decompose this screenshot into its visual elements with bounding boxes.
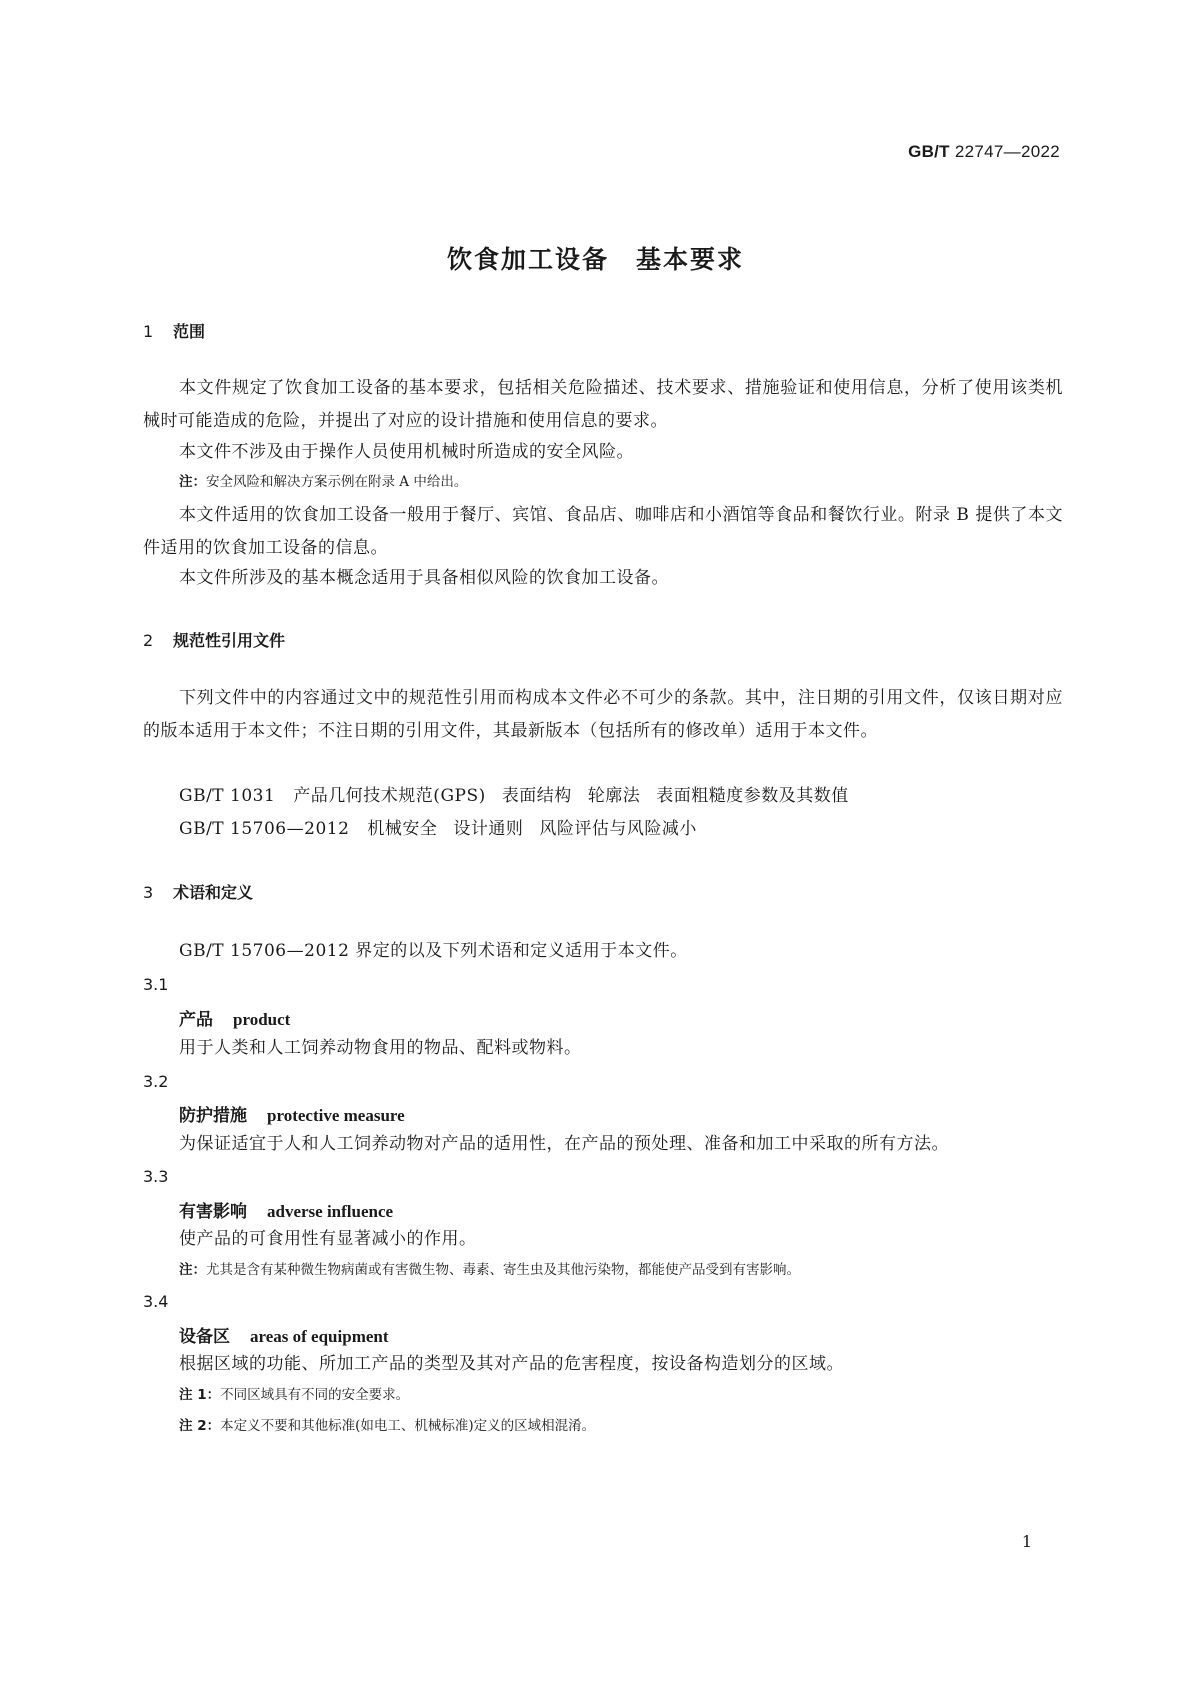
reference-title-part: 轮廓法: [587, 786, 641, 806]
reference-item: [179, 815, 713, 843]
term-name-zh: 有害影响: [179, 1202, 247, 1222]
term-name-zh: 防护措施: [179, 1106, 247, 1126]
term-number: 3.4: [143, 1292, 169, 1311]
standard-prefix: GB/T: [908, 142, 950, 161]
note-label: 注 1：: [179, 1387, 221, 1403]
section-title: 范围: [173, 322, 206, 341]
term-name-en: adverse influence: [267, 1202, 394, 1221]
references-paragraph: 下列文件中的内容通过文中的规范性引用而构成本文件必不可少的条款。其中，注日期的引用文件，仅该日期对应的版本适用于本文件；不注日期的引用文件，其最新版本（包括所有的修改单）适用于本文件。: [143, 688, 1063, 741]
term-name-en: areas of equipment: [250, 1327, 389, 1346]
section-number: 1: [143, 322, 154, 341]
reference-title-part: 产品几何技术规范(GPS): [293, 786, 486, 806]
scope-paragraph-3: 本文件适用的饮食加工设备一般用于餐厅、宾馆、食品店、咖啡店和小酒馆等食品和餐饮行业。附录 B 提供了本文件适用的饮食加工设备的信息。: [143, 505, 1063, 558]
scope-paragraph-4: 本文件所涉及的基本概念适用于具备相似风险的饮食加工设备。: [179, 568, 669, 588]
term-note-1: [179, 1383, 409, 1407]
term-number: 3.3: [143, 1167, 169, 1186]
term-name: [179, 1322, 389, 1347]
reference-code: GB/T 15706—2012: [179, 819, 350, 839]
note-label: 注 2：: [179, 1418, 221, 1434]
document-title: 饮食加工设备 基本要求: [446, 245, 744, 274]
section-title: 术语和定义: [173, 883, 254, 902]
reference-title-part: 机械安全: [367, 819, 438, 839]
section-title: 规范性引用文件: [173, 631, 286, 650]
term-name-en: protective measure: [267, 1106, 405, 1125]
term-name: [179, 1101, 405, 1126]
note-label: 注：: [179, 1262, 206, 1278]
note-text: 安全风险和解决方案示例在附录 A 中给出。: [206, 474, 468, 490]
reference-code: GB/T 1031: [179, 786, 276, 806]
term-definition: 为保证适宜于人和人工饲养动物对产品的适用性，在产品的预处理、准备和加工中采取的所有方法。: [179, 1134, 949, 1154]
page-number: 1: [1021, 1532, 1032, 1551]
term-definition: 用于人类和人工饲养动物食用的物品、配料或物料。: [179, 1038, 582, 1058]
section-heading-normative-references: [143, 628, 285, 651]
reference-title-part: 设计通则: [453, 819, 524, 839]
reference-title-part: 风险评估与风险减小: [539, 819, 697, 839]
terms-intro: GB/T 15706—2012 界定的以及下列术语和定义适用于本文件。: [179, 941, 688, 961]
scope-paragraph-2: 本文件不涉及由于操作人员使用机械时所造成的安全风险。: [179, 442, 634, 462]
note-text: 不同区域具有不同的安全要求。: [220, 1387, 410, 1403]
section-heading-scope: [143, 319, 205, 342]
section-heading-terms-definitions: [143, 880, 253, 903]
note-text: 尤其是含有某种微生物病菌或有害微生物、毒素、寄生虫及其他污染物，都能使产品受到有害影响。: [206, 1262, 800, 1278]
scope-paragraph-1: 本文件规定了饮食加工设备的基本要求，包括相关危险描述、技术要求、措施验证和使用信息，分析了使用该类机械时可能造成的危险，并提出了对应的设计措施和使用信息的要求。: [143, 378, 1063, 431]
term-name: [179, 1197, 393, 1222]
term-definition: 使产品的可食用性有显著减小的作用。: [179, 1229, 477, 1249]
term-name: [179, 1005, 290, 1030]
note-label: 注：: [179, 474, 206, 490]
note-text: 本定义不要和其他标准(如电工、机械标准)定义的区域相混淆。: [220, 1418, 596, 1434]
term-number: 3.1: [143, 975, 169, 994]
term-definition: 根据区域的功能、所加工产品的类型及其对产品的危害程度，按设备构造划分的区域。: [179, 1354, 844, 1374]
term-name-zh: 设备区: [179, 1327, 230, 1347]
term-note-2: [179, 1414, 595, 1438]
reference-item: [179, 782, 865, 810]
term-name-en: product: [233, 1010, 291, 1029]
scope-note: [179, 470, 467, 494]
reference-title-part: 表面结构: [501, 786, 572, 806]
reference-title-part: 表面粗糙度参数及其数值: [656, 786, 849, 806]
section-number: 3: [143, 883, 154, 902]
standard-code: 22747—2022: [954, 142, 1060, 161]
term-name-zh: 产品: [179, 1010, 213, 1030]
section-number: 2: [143, 631, 154, 650]
term-number: 3.2: [143, 1072, 169, 1091]
standard-number: [908, 142, 1060, 162]
term-note: [179, 1258, 800, 1282]
